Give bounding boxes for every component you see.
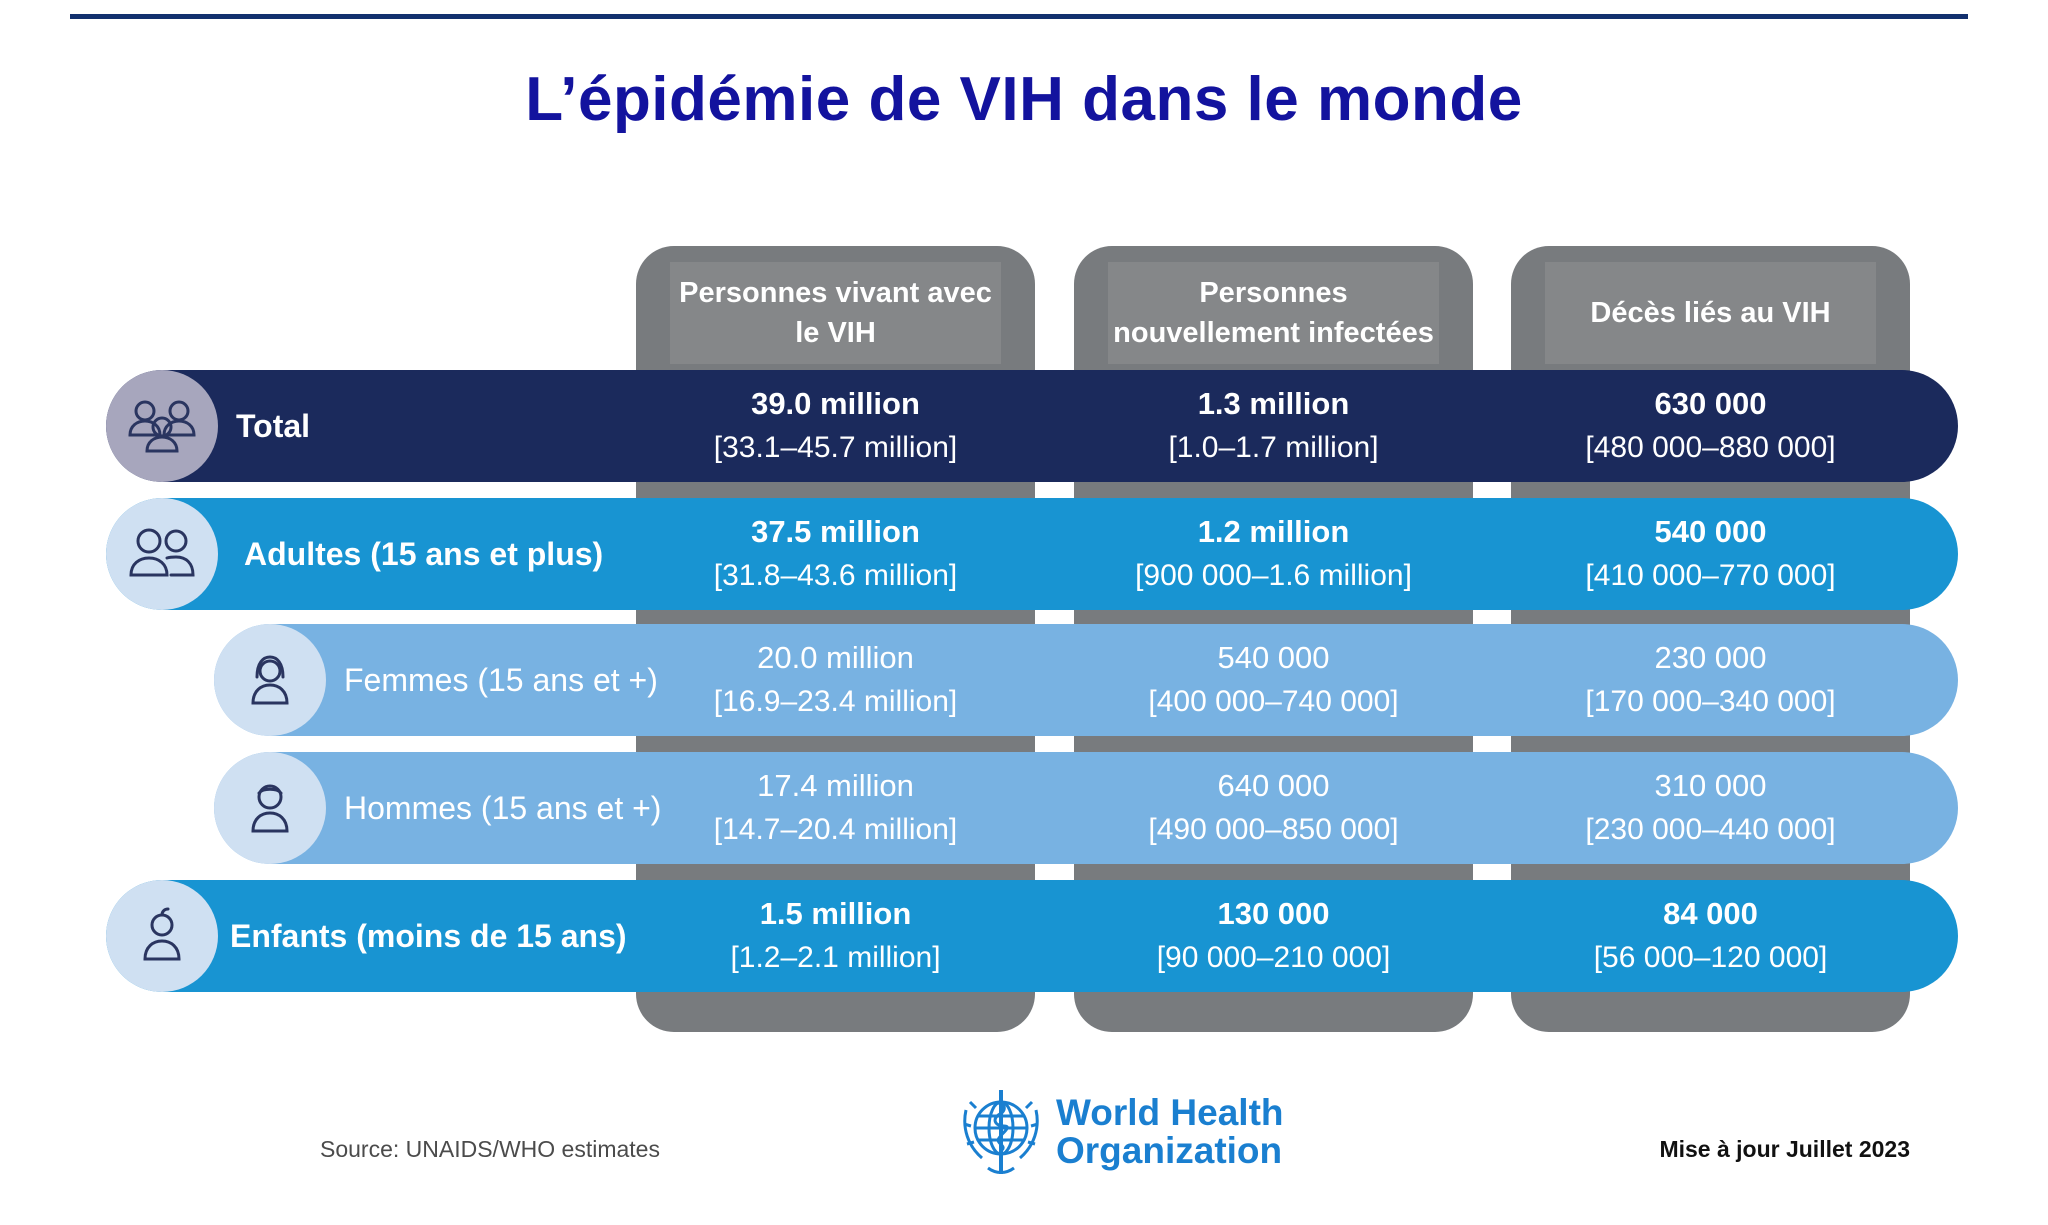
who-wordmark-line2: Organization: [1056, 1130, 1283, 1171]
table-row-total: [106, 370, 1958, 482]
cell-range: [490 000–850 000]: [1148, 813, 1399, 846]
cell-range: [400 000–740 000]: [1148, 685, 1399, 718]
cell-value: 39.0 million: [751, 386, 920, 421]
cell-value: 1.2 million: [1197, 514, 1350, 549]
cell-range: [14.7–20.4 million]: [713, 813, 958, 846]
cell-value: 37.5 million: [751, 514, 920, 549]
cell-adults-living: [636, 498, 1035, 610]
cell-adults-new-infections: [1074, 498, 1473, 610]
woman-icon: [214, 624, 326, 736]
cell-value: 540 000: [1217, 640, 1330, 675]
cell-value: 130 000: [1217, 896, 1330, 931]
row-label-children: Enfants (moins de 15 ans): [230, 917, 627, 954]
cell-value: 640 000: [1217, 768, 1330, 803]
cell-adults-deaths: [1511, 498, 1910, 610]
row-label-total: Total: [236, 407, 311, 444]
cell-men-new-infections: [1074, 752, 1473, 864]
column-header-deaths: Décès liés au VIH: [1545, 262, 1876, 364]
row-label-men: Hommes (15 ans et +): [344, 789, 662, 826]
table-row-men: [214, 752, 1958, 864]
cell-range: [230 000–440 000]: [1585, 813, 1836, 846]
cell-women-living: [636, 624, 1035, 736]
column-header-new-infections: Personnes nouvellement infectées: [1108, 262, 1439, 364]
cell-children-deaths: [1511, 880, 1910, 992]
who-wordmark-line1: World Health: [1056, 1092, 1284, 1133]
top-divider: [70, 14, 1968, 19]
page-title: L’épidémie de VIH dans le monde: [525, 65, 1523, 134]
child-icon: [106, 880, 218, 992]
cell-total-deaths: [1511, 370, 1910, 482]
cell-value: 230 000: [1654, 640, 1767, 675]
cell-range: [1.2–2.1 million]: [730, 941, 941, 974]
cell-children-living: [636, 880, 1035, 992]
cell-value: 84 000: [1663, 896, 1758, 931]
cell-value: 310 000: [1654, 768, 1767, 803]
row-label-adults: Adultes (15 ans et plus): [244, 535, 604, 572]
cell-total-new-infections: [1074, 370, 1473, 482]
row-label-women: Femmes (15 ans et +): [344, 661, 658, 698]
cell-men-deaths: [1511, 752, 1910, 864]
cell-range: [900 000–1.6 million]: [1135, 559, 1412, 592]
cell-range: [410 000–770 000]: [1585, 559, 1836, 592]
cell-children-new-infections: [1074, 880, 1473, 992]
who-logo: [958, 1080, 1284, 1184]
cell-value: 540 000: [1654, 514, 1767, 549]
update-date: Mise à jour Juillet 2023: [1659, 1136, 1910, 1162]
cell-range: [90 000–210 000]: [1156, 941, 1391, 974]
column-header-living: Personnes vivant avec le VIH: [670, 262, 1001, 364]
cell-range: [31.8–43.6 million]: [713, 559, 958, 592]
cell-value: 1.5 million: [759, 896, 912, 931]
cell-women-new-infections: [1074, 624, 1473, 736]
source-note: Source: UNAIDS/WHO estimates: [320, 1136, 660, 1162]
cell-range: [480 000–880 000]: [1585, 431, 1836, 464]
table-row-women: [214, 624, 1958, 736]
cell-range: [1.0–1.7 million]: [1168, 431, 1379, 464]
cell-range: [56 000–120 000]: [1593, 941, 1828, 974]
table-row-adults: [106, 498, 1958, 610]
cell-value: 20.0 million: [757, 640, 914, 675]
table-row-children: [106, 880, 1958, 992]
cell-range: [16.9–23.4 million]: [713, 685, 958, 718]
cell-total-living: [636, 370, 1035, 482]
cell-women-deaths: [1511, 624, 1910, 736]
adults-icon: [106, 498, 218, 610]
cell-value: 630 000: [1654, 386, 1767, 421]
cell-range: [170 000–340 000]: [1585, 685, 1836, 718]
cell-men-living: [636, 752, 1035, 864]
cell-value: 1.3 million: [1197, 386, 1350, 421]
cell-range: [33.1–45.7 million]: [713, 431, 958, 464]
who-emblem-icon: [958, 1080, 1044, 1185]
man-icon: [214, 752, 326, 864]
group-icon: [106, 370, 218, 482]
cell-value: 17.4 million: [757, 768, 914, 803]
who-wordmark: [1056, 1094, 1284, 1170]
